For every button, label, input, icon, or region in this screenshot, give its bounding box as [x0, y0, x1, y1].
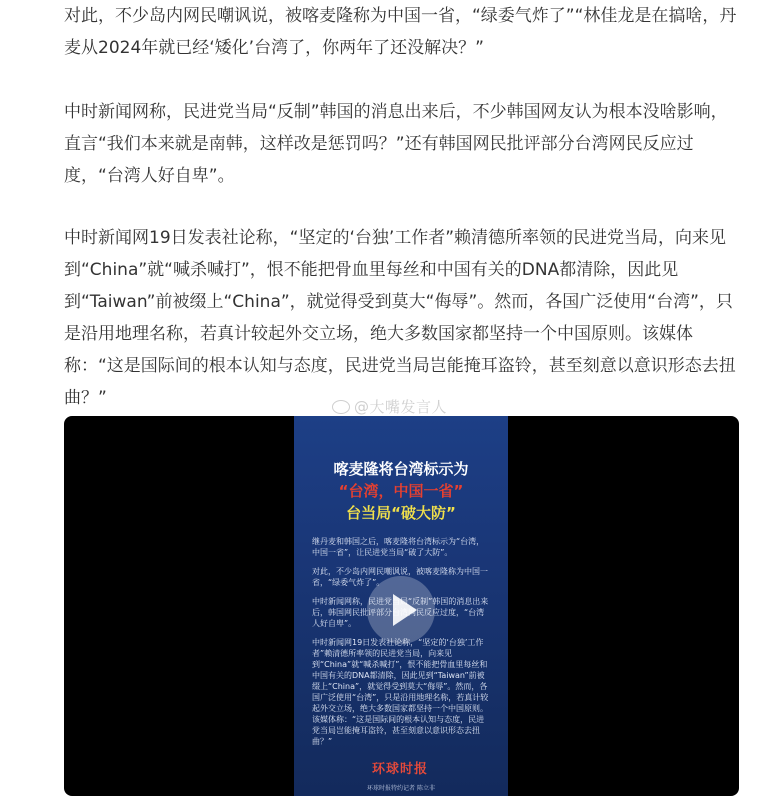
paragraph-text: 中时新闻网19日发表社论称，“坚定的‘台独’工作者”赖清德所率领的民进党当局，向来见到“China”就“喊杀喊打”，恨不能把骨血里每丝和中国有关的DNA都清除，因此见到“Taiwan”前被缀上“China”，就觉得受到莫大“侮辱”。然而，各国广泛使用“台湾”，只是沿用地理名称，若真计较起外交立场，绝大多数国家都坚持一个中国原则。该媒体称：“这是国际间的根本认知与态度，民进党当局岂能掩耳盗铃，甚至刻意以意识形态去扭曲？”: [64, 228, 736, 408]
weibo-watermark: [332, 396, 447, 417]
paragraph: 中时新闻网称，民进党当局“反制”韩国的消息出来后，不少韩国网友认为根本没啥影响，直言“我们本来就是南韩，这样改是惩罚吗？”还有韩国网民批评部分台湾网民反应过度，“台湾人好自卑”。: [64, 102, 728, 186]
poster-paragraph: 中时新闻网19日发表社论称，“坚定的‘台独’工作者”赖清德所率领的民进党当局，向来见到“China”就“喊杀喊打”，恨不能把骨血里每丝和中国有关的DNA都清除，因此见到“Taiwan”前被缀上“China”，就觉得受到莫大“侮辱”。然而，各国广泛使用“台湾”，只是沿用地理名称，若真计较起外交立场，绝大多数国家都坚持一个中国原则。该媒体称：“这是国际间的根本认知与态度，民进党当局岂能掩耳盗铃，甚至刻意以意识形态去扭曲？”: [312, 638, 489, 746]
poster-title-line3: 台当局“破大防”: [346, 504, 456, 522]
poster-paragraph: 对此，不少岛内网民嘲讽说，被喀麦隆称为中国一省，“绿委气炸了”。: [312, 567, 488, 587]
poster-title-line2: “台湾，中国一省”: [338, 482, 464, 500]
watermark-text: @大嘴发言人: [354, 398, 448, 416]
play-icon[interactable]: [367, 576, 435, 644]
poster-paragraph: 中时新闻网称，民进党当局“反制”韩国的消息出来后，韩国网民批评部分台湾网民反应过度，“台湾人好自卑”。: [312, 597, 489, 628]
video-player[interactable]: [64, 416, 739, 796]
weibo-icon: [332, 400, 350, 414]
poster-credit: 环球时报特约记者 陈立非: [367, 785, 435, 792]
poster-title-line1: 喀麦隆将台湾标示为: [333, 460, 469, 478]
paragraph: 对此，不少岛内网民嘲讽说，被喀麦隆称为中国一省，“绿委气炸了”“林佳龙是在搞啥，丹麦从2024年就已经‘矮化’台湾了，你两年了还没解决？”: [64, 6, 737, 58]
poster-logo: 环球时报: [372, 762, 429, 777]
poster-paragraph: 继丹麦和韩国之后，喀麦隆将台湾标示为“台湾，中国一省”，让民进党当局“破了大防”。: [312, 537, 485, 557]
poster-body: [312, 536, 490, 755]
